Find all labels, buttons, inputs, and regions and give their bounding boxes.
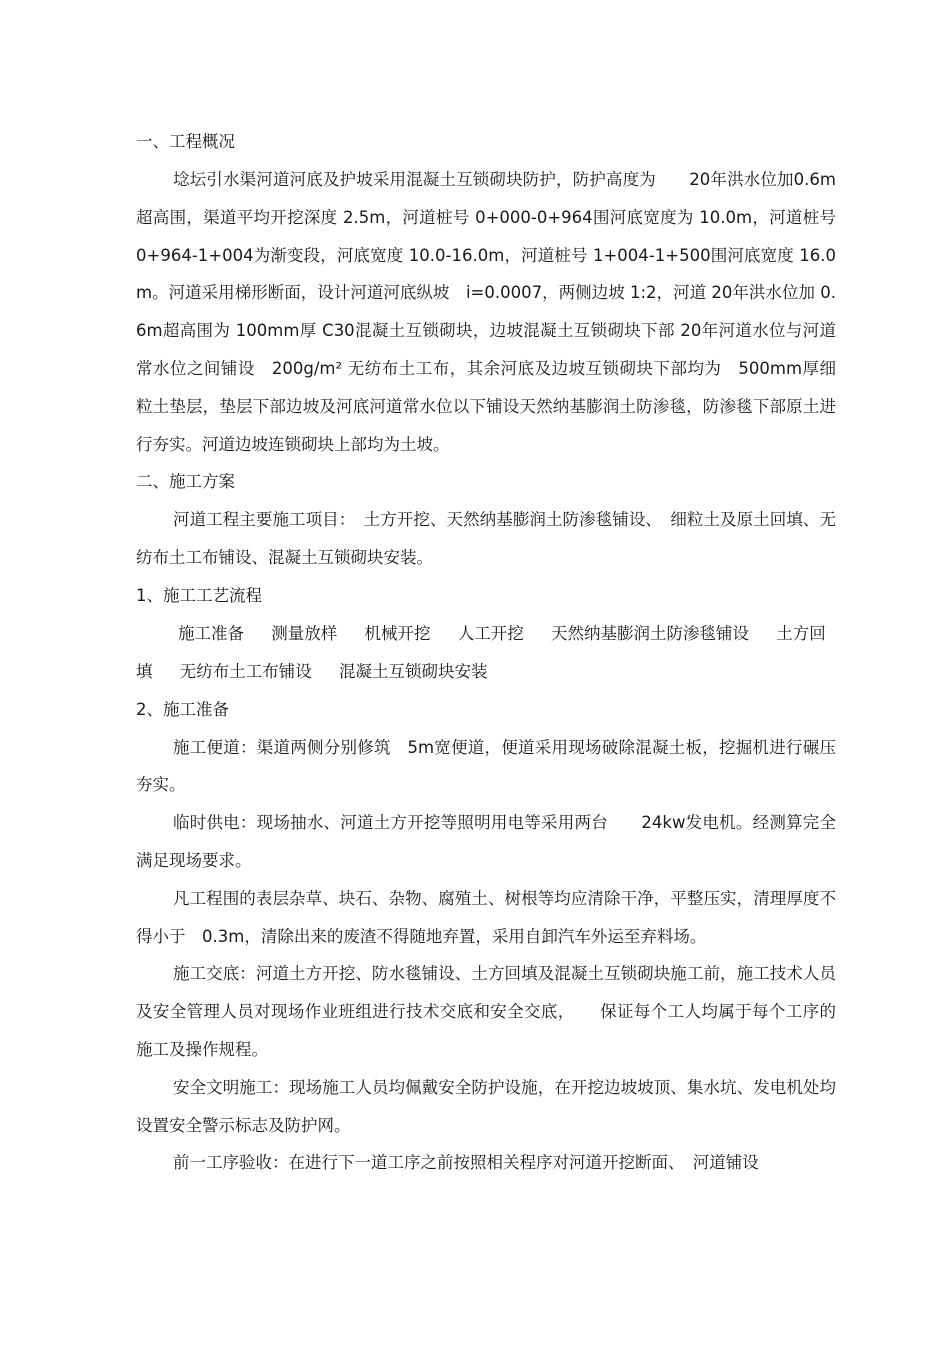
paragraph-prep-road: 施工便道：渠道两侧分别修筑 5m宽便道，便道采用现场破除混凝土板，挖掘机进行碾压夯实。: [136, 737, 836, 795]
process-step: 机械开挖: [364, 623, 431, 643]
process-flow: [136, 615, 836, 691]
paragraph-prep-accept: 前一工序验收：在进行下一道工序之前按照相关程序对河道开挖断面、 河道铺设: [173, 1153, 759, 1173]
document-body: [136, 123, 836, 1182]
paragraph-plan: 河道工程主要施工项目： 土方开挖、天然纳基膨润土防渗毯铺设、 细粒土及原土回填、无纺布土工布铺设、混凝土互锁砌块安装。: [136, 510, 836, 568]
paragraph-prep-brief: 施工交底：河道土方开挖、防水毯铺设、土方回填及混凝土互锁砌块施工前，施工技术人员及安全管理人员对现场作业班组进行技术交底和安全交底， 保证每个工人均属于每个工序的施工及操作规程。: [136, 964, 836, 1059]
paragraph-prep-safety: 安全文明施工：现场施工人员均佩戴安全防护设施，在开挖边坡坡顶、集水坑、发电机处均设置安全警示标志及防护网。: [136, 1077, 836, 1135]
paragraph-prep-clear: 凡工程围的表层杂草、块石、杂物、腐殖土、树根等均应清除干净，平整压实，清理厚度不得小于 0.3m，清除出来的废渣不得随地弃置，采用自卸汽车外运至弃料场。: [136, 888, 836, 946]
section-heading-overview: 一、工程概况: [136, 132, 235, 151]
process-step: 测量放样: [271, 623, 338, 643]
process-step: 天然纳基膨润土防渗毯铺设: [551, 623, 749, 643]
process-step: 人工开挖: [457, 623, 524, 643]
paragraph-overview: 埝坛引水渠河道河底及护坡采用混凝土互锁砌块防护，防护高度为 20年洪水位加0.6m超高围，渠道平均开挖深度 2.5m，河道桩号 0+000-0+964围河底宽度为 10.0m，河道桩号 0+964-1+004为渐变段，河底宽度 10.0-16.0m，河道桩号 1+004-1+500围河底宽度 16.0m。河道采用梯形断面，设计河道河底纵坡 i=0.0007，两侧边坡 1:2，河道 20年洪水位加 0.6m超高围为 100mm厚 C30混凝土互锁砌块，边坡混凝土互锁砌块下部 20年河道水位与河道常水位之间铺设 200g/m² 无纺布土工布，其余河底及边坡互锁砌块下部均为 500mm厚细粒土垫层，垫层下部边坡及河底河道常水位以下铺设天然纳基膨润土防渗毯，防渗毯下部原土进行夯实。河道边坡连锁砌块上部均为土坡。: [136, 170, 836, 454]
process-step: 混凝土互锁砌块安装: [339, 661, 488, 681]
subsection-heading-prep: 2、施工准备: [136, 699, 229, 719]
process-step: 无纺布土工布铺设: [179, 661, 312, 681]
subsection-heading-process: 1、施工工艺流程: [136, 585, 262, 605]
process-step: 施工准备: [178, 623, 244, 643]
process-step: 土方回填: [136, 623, 826, 681]
paragraph-prep-power: 临时供电：现场抽水、河道土方开挖等照明用电等采用两台 24kw发电机。经测算完全满足现场要求。: [136, 813, 836, 870]
section-heading-plan: 二、施工方案: [136, 472, 235, 492]
